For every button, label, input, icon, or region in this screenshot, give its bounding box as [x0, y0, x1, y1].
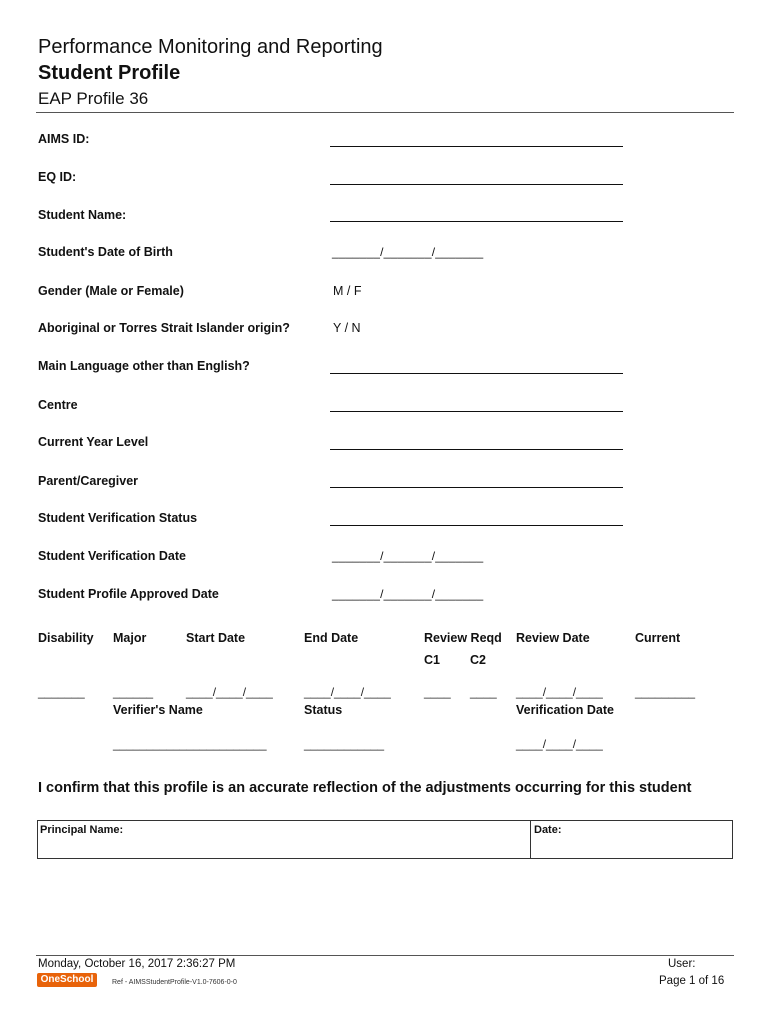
- student-name-label: Student Name:: [38, 208, 127, 222]
- status-header: Status: [304, 703, 343, 717]
- page-subtitle: Student Profile: [38, 62, 181, 84]
- start-date-header: Start Date: [186, 631, 246, 645]
- footer-reference: Ref - AIMSStudentProfile-V1.0-7606-0-0: [112, 979, 237, 986]
- parent-label: Parent/Caregiver: [38, 474, 139, 488]
- review-reqd-header: Review Reqd: [424, 631, 502, 645]
- current-field[interactable]: _________: [635, 685, 696, 699]
- student-name-field[interactable]: [330, 221, 623, 222]
- end-date-header: End Date: [304, 631, 359, 645]
- end-date-field[interactable]: ____/____/____: [304, 685, 391, 699]
- aims-id-field[interactable]: [330, 146, 623, 147]
- footer-timestamp: Monday, October 16, 2017 2:36:27 PM: [38, 958, 236, 970]
- atsi-options[interactable]: Y / N: [333, 321, 361, 335]
- verifier-name-header: Verifier's Name: [113, 703, 203, 717]
- signature-box-divider: [530, 820, 531, 859]
- year-level-label: Current Year Level: [38, 435, 149, 449]
- major-header: Major: [113, 631, 147, 645]
- parent-field[interactable]: [330, 487, 623, 488]
- approved-date-field[interactable]: _______/_______/_______: [332, 587, 484, 601]
- principal-name-label: Principal Name:: [40, 824, 124, 836]
- eq-id-label: EQ ID:: [38, 170, 77, 184]
- header-divider: [36, 112, 734, 113]
- verification-date-label: Student Verification Date: [38, 549, 186, 563]
- profile-label: EAP Profile 36: [38, 89, 149, 108]
- c2-header: C2: [470, 653, 486, 667]
- verification-date-field[interactable]: ____/____/____: [516, 737, 603, 751]
- date-field[interactable]: [534, 838, 729, 856]
- confirmation-statement: I confirm that this profile is an accurate reflection of the adjustments occurring for this student: [38, 780, 692, 796]
- verification-status-label: Student Verification Status: [38, 511, 198, 525]
- footer-user-label: User:: [668, 958, 696, 970]
- c2-field[interactable]: ____: [470, 685, 497, 699]
- c1-header: C1: [424, 653, 440, 667]
- verifier-name-field[interactable]: _______________________: [113, 737, 267, 751]
- c1-field[interactable]: ____: [424, 685, 451, 699]
- disability-header: Disability: [38, 631, 94, 645]
- disability-field[interactable]: _______: [38, 685, 85, 699]
- principal-name-field[interactable]: [40, 838, 526, 856]
- centre-field[interactable]: [330, 411, 623, 412]
- date-label: Date:: [534, 824, 562, 836]
- language-label: Main Language other than English?: [38, 359, 250, 373]
- verification-date-field[interactable]: _______/_______/_______: [332, 549, 484, 563]
- review-date-field[interactable]: ____/____/____: [516, 685, 603, 699]
- current-header: Current: [635, 631, 681, 645]
- review-date-header: Review Date: [516, 631, 590, 645]
- start-date-field[interactable]: ____/____/____: [186, 685, 273, 699]
- atsi-label: Aboriginal or Torres Strait Islander origin?: [38, 321, 290, 335]
- oneschool-logo: OneSchool: [37, 973, 97, 987]
- dob-field[interactable]: _______/_______/_______: [332, 245, 484, 259]
- eq-id-field[interactable]: [330, 184, 623, 185]
- footer-divider: [36, 955, 734, 956]
- footer-page-number: Page 1 of 16: [659, 975, 725, 987]
- verification-status-field[interactable]: [330, 525, 623, 526]
- year-level-field[interactable]: [330, 449, 623, 450]
- approved-date-label: Student Profile Approved Date: [38, 587, 219, 601]
- centre-label: Centre: [38, 398, 78, 412]
- aims-id-label: AIMS ID:: [38, 132, 90, 146]
- verification-date-header: Verification Date: [516, 703, 614, 717]
- gender-label: Gender (Male or Female): [38, 284, 184, 298]
- status-field[interactable]: ____________: [304, 737, 385, 751]
- gender-options[interactable]: M / F: [333, 284, 362, 298]
- language-field[interactable]: [330, 373, 623, 374]
- major-field[interactable]: ______: [113, 685, 154, 699]
- page-title: Performance Monitoring and Reporting: [38, 36, 383, 58]
- dob-label: Student's Date of Birth: [38, 245, 173, 259]
